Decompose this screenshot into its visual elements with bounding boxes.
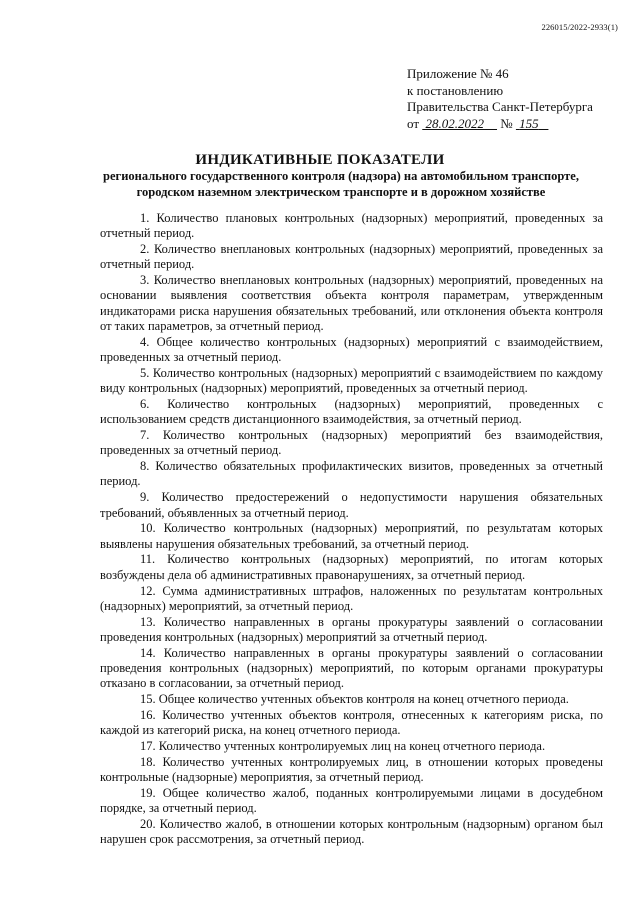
- indicator-item: 14. Количество направленных в органы прокуратуры заявлений о согласовании проведения контрольных (надзорных) мероприятий, по которым органами прокуратуры отказано в согласовании, за отчетный период.: [100, 645, 603, 691]
- appendix-date-line: [407, 116, 593, 133]
- appendix-line-1: Приложение № 46: [407, 66, 509, 81]
- indicator-list: [100, 211, 603, 848]
- indicator-item: 18. Количество учтенных контролируемых лиц, в отношении которых проведены контрольные (надзорные) мероприятия, за отчетный период.: [100, 754, 603, 785]
- indicator-item: 3. Количество внеплановых контрольных (надзорных) мероприятий, проведенных на основании выявления соответствия объекта контроля параметрам, утвержденным индикаторами риска нарушения обязательных требований, или отклонения объекта контроля от таких параметров, за отчетный период.: [100, 273, 603, 333]
- number-prefix: №: [500, 115, 513, 131]
- indicator-item: 17. Количество учтенных контролируемых лиц на конец отчетного периода.: [140, 739, 546, 753]
- indicator-item: 19. Общее количество жалоб, поданных контролируемыми лицами в досудебном порядке, за отчетный период.: [100, 785, 603, 816]
- indicator-item: 2. Количество внеплановых контрольных (надзорных) мероприятий, проведенных за отчетный период.: [100, 242, 603, 272]
- indicator-item: 13. Количество направленных в органы прокуратуры заявлений о согласовании проведения контрольных (надзорных) мероприятий за отчетный период.: [100, 614, 603, 644]
- document-subtitle: регионального государственного контроля (надзора) на автомобильном транспорте, городском наземном электрическом транспорте и в дорожном хозяйстве: [103, 169, 579, 199]
- indicator-item: 6. Количество контрольных (надзорных) мероприятий, проведенных с использованием средств дистанционного взаимодействия, за отчетный период.: [100, 396, 603, 427]
- indicator-item: 9. Количество предостережений о недопустимости нарушения обязательных требований, объявленных за отчетный период.: [100, 490, 603, 520]
- appendix-block: [407, 66, 593, 132]
- document-code: 226015/2022-2933(1): [541, 22, 618, 32]
- indicator-item: 1. Количество плановых контрольных (надзорных) мероприятий, проведенных за отчетный период.: [100, 211, 603, 241]
- indicator-item: 8. Количество обязательных профилактических визитов, проведенных за отчетный период.: [100, 459, 603, 489]
- appendix-line-2: к постановлению: [407, 82, 504, 98]
- indicator-item: 12. Сумма административных штрафов, наложенных по результатам контрольных (надзорных) мероприятий, за отчетный период.: [100, 583, 603, 613]
- document-title: ИНДИКАТИВНЫЕ ПОКАЗАТЕЛИ: [195, 152, 445, 168]
- indicator-item: 10. Количество контрольных (надзорных) мероприятий, по результатам которых выявлены нарушения обязательных требований, за отчетный период.: [100, 521, 603, 551]
- indicator-item: 20. Количество жалоб, в отношении которых контрольным (надзорным) органом был нарушен срок рассмотрения, за отчетный период.: [100, 817, 603, 847]
- appendix-line-3: Правительства Санкт-Петербурга: [407, 99, 593, 114]
- resolution-number: 155: [519, 115, 539, 131]
- indicator-item: 15. Общее количество учтенных объектов контроля на конец отчетного периода.: [140, 692, 569, 707]
- indicator-item: 11. Количество контрольных (надзорных) мероприятий, по итогам которых возбуждены дела об административных правонарушениях, за отчетный период.: [100, 552, 603, 582]
- indicator-item: 4. Общее количество контрольных (надзорных) мероприятий с взаимодействием, проведенных за отчетный период.: [100, 334, 603, 365]
- indicator-item: 7. Количество контрольных (надзорных) мероприятий без взаимодействия, проведенных за отчетный период.: [100, 428, 603, 458]
- resolution-date: 28.02.2022: [425, 115, 485, 131]
- indicator-item: 5. Количество контрольных (надзорных) мероприятий с взаимодействием по каждому виду контрольных (надзорных) мероприятий, проведенных за отчетный период.: [100, 365, 603, 396]
- date-prefix: от: [407, 115, 420, 131]
- indicator-item: 16. Количество учтенных объектов контроля, отнесенных к категориям риска, по каждой из категорий риска, на конец отчетного периода.: [100, 707, 603, 738]
